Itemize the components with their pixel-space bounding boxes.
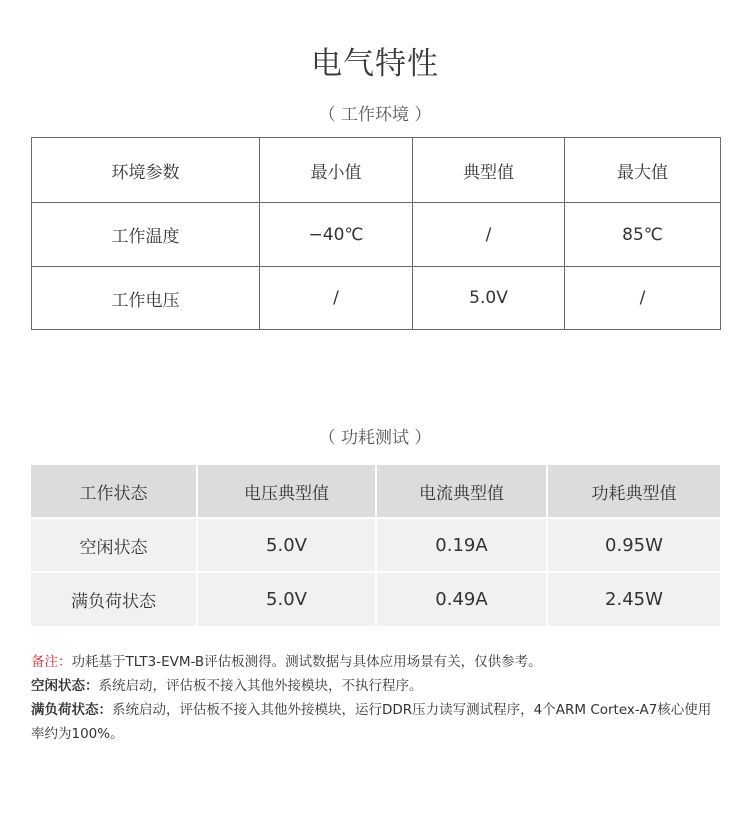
table-row (31, 518, 720, 572)
full-load-label: 满负荷状态： (31, 702, 112, 718)
power-cell: 满负荷状态 (31, 572, 197, 626)
remark-note (31, 650, 721, 674)
full-load-text: 系统启动，评估板不接入其他外接模块，运行DDR压力读写测试程序，4个ARM Cortex-A7核心使用率约为100%。 (31, 702, 712, 742)
page-title: 电气特性 (311, 46, 439, 82)
env-table (31, 137, 721, 330)
table-row (31, 572, 720, 626)
idle-text: 系统启动，评估板不接入其他外接模块，不执行程序。 (98, 678, 423, 694)
env-section-subtitle: （ 工作环境 ） (318, 105, 432, 125)
idle-note (31, 674, 721, 698)
power-header-cell: 工作状态 (31, 465, 197, 518)
power-cell: 0.95W (547, 518, 720, 572)
env-table-header-row (32, 138, 721, 203)
power-table (31, 465, 720, 626)
idle-label: 空闲状态： (31, 678, 99, 694)
table-row (32, 203, 721, 267)
power-section-subtitle: （ 功耗测试 ） (318, 428, 432, 448)
env-cell: / (413, 203, 565, 267)
power-cell: 0.49A (376, 572, 547, 626)
env-cell: / (260, 267, 413, 330)
power-cell: 5.0V (197, 572, 376, 626)
env-header-cell: 环境参数 (32, 138, 260, 203)
remark-label: 备注： (31, 654, 72, 670)
env-cell: −40℃ (260, 203, 413, 267)
env-cell: 85℃ (565, 203, 721, 267)
env-cell: 工作温度 (32, 203, 260, 267)
env-header-cell: 最小值 (260, 138, 413, 203)
table-row (32, 267, 721, 330)
notes (31, 650, 721, 746)
env-cell: 5.0V (413, 267, 565, 330)
power-cell: 2.45W (547, 572, 720, 626)
env-cell: 工作电压 (32, 267, 260, 330)
power-header-cell: 电压典型值 (197, 465, 376, 518)
full-load-note (31, 698, 721, 746)
power-cell: 0.19A (376, 518, 547, 572)
power-cell: 5.0V (197, 518, 376, 572)
power-cell: 空闲状态 (31, 518, 197, 572)
env-cell: / (565, 267, 721, 330)
remark-text: 功耗基于TLT3-EVM-B评估板测得。测试数据与具体应用场景有关，仅供参考。 (71, 654, 542, 670)
power-table-header-row (31, 465, 720, 518)
env-header-cell: 最大值 (565, 138, 721, 203)
power-header-cell: 电流典型值 (376, 465, 547, 518)
power-header-cell: 功耗典型值 (547, 465, 720, 518)
env-header-cell: 典型值 (413, 138, 565, 203)
